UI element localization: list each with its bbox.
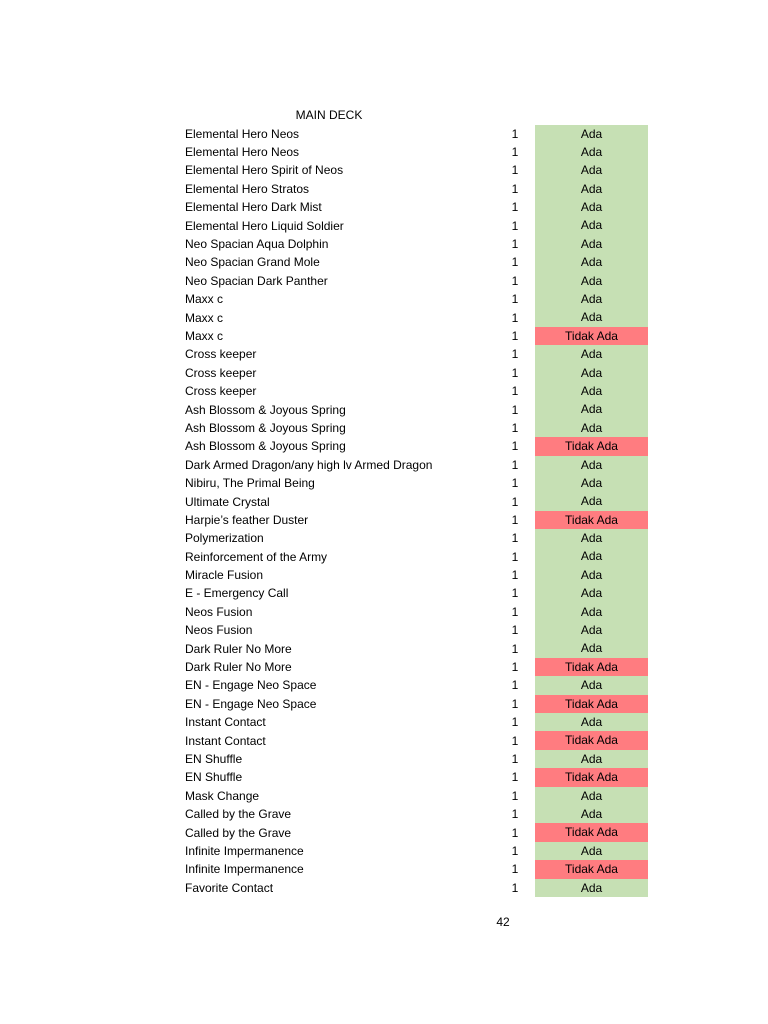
- table-row: [185, 584, 648, 602]
- card-quantity-cell: [485, 697, 535, 711]
- availability-status: Ada: [535, 345, 648, 363]
- availability-status: Ada: [535, 125, 648, 143]
- table-row: [185, 621, 648, 639]
- card-quantity: 1: [511, 347, 519, 362]
- card-quantity-cell: [485, 568, 535, 582]
- card-name: EN - Engage Neo Space: [185, 678, 317, 693]
- card-name: Maxx c: [185, 310, 224, 325]
- availability-status: Ada: [535, 676, 648, 694]
- card-quantity-cell: [485, 255, 535, 269]
- card-quantity: 1: [511, 586, 519, 601]
- card-quantity-cell: [485, 826, 535, 840]
- card-quantity: 1: [511, 273, 519, 288]
- card-quantity: 1: [511, 457, 519, 472]
- table-row: [185, 161, 648, 179]
- availability-status: Tidak Ada: [535, 823, 648, 841]
- availability-status: Ada: [535, 842, 648, 860]
- availability-status: Ada: [535, 382, 648, 400]
- card-quantity-cell: [485, 642, 535, 656]
- availability-status: Tidak Ada: [535, 860, 648, 878]
- table-row: [185, 676, 648, 694]
- availability-status: Tidak Ada: [535, 437, 648, 455]
- card-quantity-cell: [485, 292, 535, 306]
- table-row: [185, 419, 648, 437]
- card-quantity-cell: [485, 237, 535, 251]
- card-quantity: 1: [511, 237, 519, 252]
- card-quantity: 1: [511, 751, 519, 766]
- table-row: [185, 492, 648, 510]
- availability-status: Ada: [535, 272, 648, 290]
- card-name: E - Emergency Call: [185, 586, 289, 601]
- card-quantity: 1: [511, 641, 519, 656]
- card-quantity: 1: [511, 402, 519, 417]
- card-quantity: 1: [511, 715, 519, 730]
- card-quantity-cell: [485, 586, 535, 600]
- table-row: [185, 658, 648, 676]
- card-quantity-cell: [485, 807, 535, 821]
- availability-status: Tidak Ada: [535, 731, 648, 749]
- card-name: Harpie’s feather Duster: [185, 512, 309, 527]
- availability-status: Ada: [535, 235, 648, 253]
- card-quantity-cell: [485, 329, 535, 343]
- card-quantity-cell: [485, 881, 535, 895]
- card-quantity: 1: [511, 200, 519, 215]
- availability-status: Tidak Ada: [535, 658, 648, 676]
- card-name: Dark Ruler No More: [185, 660, 292, 675]
- card-name: Instant Contact: [185, 715, 266, 730]
- card-quantity-cell: [485, 458, 535, 472]
- availability-status: Ada: [535, 787, 648, 805]
- availability-status: Ada: [535, 584, 648, 602]
- card-name: Cross keeper: [185, 347, 257, 362]
- card-name: Dark Armed Dragon/any high lv Armed Dragon: [185, 457, 433, 472]
- table-row: [185, 547, 648, 565]
- card-quantity-cell: [485, 476, 535, 490]
- table-row: [185, 198, 648, 216]
- card-quantity-cell: [485, 347, 535, 361]
- card-name: Elemental Hero Spirit of Neos: [185, 163, 344, 178]
- table-row: [185, 290, 648, 308]
- card-quantity: 1: [511, 328, 519, 343]
- card-quantity: 1: [511, 439, 519, 454]
- availability-status: Ada: [535, 143, 648, 161]
- availability-status: Ada: [535, 290, 648, 308]
- availability-status: Tidak Ada: [535, 511, 648, 529]
- table-row: [185, 308, 648, 326]
- card-name: Maxx c: [185, 328, 224, 343]
- table-row: [185, 511, 648, 529]
- card-quantity-cell: [485, 531, 535, 545]
- card-name: Elemental Hero Neos: [185, 145, 300, 160]
- card-quantity-cell: [485, 439, 535, 453]
- card-quantity-cell: [485, 678, 535, 692]
- card-name: Neos Fusion: [185, 623, 253, 638]
- table-row: [185, 713, 648, 731]
- card-name: Ultimate Crystal: [185, 494, 270, 509]
- deck-title: MAIN DECK: [295, 108, 363, 122]
- card-quantity: 1: [511, 255, 519, 270]
- card-name: EN Shuffle: [185, 751, 243, 766]
- table-row: [185, 327, 648, 345]
- card-quantity-cell: [485, 311, 535, 325]
- availability-status: Ada: [535, 400, 648, 418]
- table-row: [185, 750, 648, 768]
- deck-table: [185, 125, 648, 897]
- table-row: [185, 823, 648, 841]
- card-quantity: 1: [511, 549, 519, 564]
- availability-status: Ada: [535, 161, 648, 179]
- table-row: [185, 253, 648, 271]
- availability-status: Tidak Ada: [535, 327, 648, 345]
- table-row: [185, 345, 648, 363]
- card-quantity-cell: [485, 605, 535, 619]
- card-name: Neos Fusion: [185, 604, 253, 619]
- card-name: Called by the Grave: [185, 807, 292, 822]
- card-quantity: 1: [511, 807, 519, 822]
- availability-status: Ada: [535, 253, 648, 271]
- card-quantity-cell: [485, 770, 535, 784]
- card-quantity: 1: [511, 696, 519, 711]
- card-quantity: 1: [511, 568, 519, 583]
- card-quantity-cell: [485, 734, 535, 748]
- card-quantity-cell: [485, 403, 535, 417]
- card-quantity-cell: [485, 163, 535, 177]
- card-quantity: 1: [511, 163, 519, 178]
- table-row: [185, 842, 648, 860]
- card-quantity-cell: [485, 182, 535, 196]
- availability-status: Ada: [535, 180, 648, 198]
- availability-status: Ada: [535, 492, 648, 510]
- availability-status: Ada: [535, 639, 648, 657]
- availability-status: Ada: [535, 308, 648, 326]
- card-quantity: 1: [511, 292, 519, 307]
- table-row: [185, 125, 648, 143]
- table-row: [185, 235, 648, 253]
- card-name: Polymerization: [185, 531, 264, 546]
- card-quantity: 1: [511, 476, 519, 491]
- card-name: Instant Contact: [185, 733, 266, 748]
- availability-status: Tidak Ada: [535, 768, 648, 786]
- card-name: Reinforcement of the Army: [185, 549, 328, 564]
- table-row: [185, 474, 648, 492]
- card-quantity-cell: [485, 219, 535, 233]
- card-quantity: 1: [511, 770, 519, 785]
- availability-status: Tidak Ada: [535, 695, 648, 713]
- card-name: Ash Blossom & Joyous Spring: [185, 439, 346, 454]
- table-row: [185, 787, 648, 805]
- card-quantity: 1: [511, 788, 519, 803]
- availability-status: Ada: [535, 547, 648, 565]
- availability-status: Ada: [535, 750, 648, 768]
- card-name: Dark Ruler No More: [185, 641, 292, 656]
- table-row: [185, 805, 648, 823]
- availability-status: Ada: [535, 216, 648, 234]
- card-name: Cross keeper: [185, 384, 257, 399]
- card-quantity-cell: [485, 274, 535, 288]
- table-row: [185, 768, 648, 786]
- card-name: Mask Change: [185, 788, 260, 803]
- card-name: Neo Spacian Aqua Dolphin: [185, 237, 329, 252]
- card-quantity: 1: [511, 218, 519, 233]
- availability-status: Ada: [535, 879, 648, 897]
- table-row: [185, 566, 648, 584]
- card-quantity-cell: [485, 495, 535, 509]
- availability-status: Ada: [535, 198, 648, 216]
- card-quantity: 1: [511, 678, 519, 693]
- card-name: Infinite Impermanence: [185, 862, 304, 877]
- table-row: [185, 456, 648, 474]
- card-name: Called by the Grave: [185, 825, 292, 840]
- card-quantity-cell: [485, 384, 535, 398]
- card-name: Infinite Impermanence: [185, 843, 304, 858]
- card-quantity-cell: [485, 127, 535, 141]
- card-quantity: 1: [511, 365, 519, 380]
- card-quantity-cell: [485, 623, 535, 637]
- card-quantity: 1: [511, 384, 519, 399]
- table-row: [185, 879, 648, 897]
- table-row: [185, 437, 648, 455]
- table-row: [185, 272, 648, 290]
- card-name: Nibiru, The Primal Being: [185, 476, 315, 491]
- card-quantity-cell: [485, 660, 535, 674]
- table-row: [185, 529, 648, 547]
- table-row: [185, 603, 648, 621]
- card-quantity-cell: [485, 752, 535, 766]
- table-row: [185, 216, 648, 234]
- table-row: [185, 860, 648, 878]
- table-row: [185, 400, 648, 418]
- card-name: Elemental Hero Stratos: [185, 181, 310, 196]
- availability-status: Ada: [535, 456, 648, 474]
- card-quantity-cell: [485, 513, 535, 527]
- card-name: Elemental Hero Neos: [185, 126, 300, 141]
- card-quantity: 1: [511, 660, 519, 675]
- card-quantity: 1: [511, 843, 519, 858]
- card-quantity: 1: [511, 623, 519, 638]
- card-name: Neo Spacian Dark Panther: [185, 273, 328, 288]
- card-quantity: 1: [511, 494, 519, 509]
- card-quantity: 1: [511, 181, 519, 196]
- card-quantity-cell: [485, 844, 535, 858]
- card-quantity-cell: [485, 715, 535, 729]
- availability-status: Ada: [535, 621, 648, 639]
- card-quantity: 1: [511, 733, 519, 748]
- card-name: Elemental Hero Dark Mist: [185, 200, 322, 215]
- card-name: EN Shuffle: [185, 770, 243, 785]
- table-row: [185, 180, 648, 198]
- card-quantity: 1: [511, 126, 519, 141]
- card-name: Cross keeper: [185, 365, 257, 380]
- availability-status: Ada: [535, 474, 648, 492]
- availability-status: Ada: [535, 364, 648, 382]
- card-quantity: 1: [511, 145, 519, 160]
- availability-status: Ada: [535, 713, 648, 731]
- table-row: [185, 382, 648, 400]
- card-name: Ash Blossom & Joyous Spring: [185, 420, 346, 435]
- card-name: Elemental Hero Liquid Soldier: [185, 218, 344, 233]
- availability-status: Ada: [535, 566, 648, 584]
- card-name: Maxx c: [185, 292, 224, 307]
- card-quantity-cell: [485, 200, 535, 214]
- availability-status: Ada: [535, 603, 648, 621]
- card-quantity: 1: [511, 531, 519, 546]
- card-quantity-cell: [485, 366, 535, 380]
- card-quantity: 1: [511, 604, 519, 619]
- card-quantity: 1: [511, 825, 519, 840]
- card-quantity: 1: [511, 310, 519, 325]
- table-row: [185, 731, 648, 749]
- card-quantity-cell: [485, 862, 535, 876]
- card-quantity: 1: [511, 862, 519, 877]
- table-row: [185, 143, 648, 161]
- card-quantity: 1: [511, 420, 519, 435]
- card-name: Ash Blossom & Joyous Spring: [185, 402, 346, 417]
- page-number: 42: [496, 915, 510, 929]
- card-quantity-cell: [485, 550, 535, 564]
- card-quantity-cell: [485, 145, 535, 159]
- card-name: EN - Engage Neo Space: [185, 696, 317, 711]
- availability-status: Ada: [535, 529, 648, 547]
- card-name: Neo Spacian Grand Mole: [185, 255, 320, 270]
- card-quantity: 1: [511, 512, 519, 527]
- table-row: [185, 364, 648, 382]
- card-quantity-cell: [485, 789, 535, 803]
- availability-status: Ada: [535, 419, 648, 437]
- card-name: Miracle Fusion: [185, 568, 264, 583]
- card-quantity: 1: [511, 880, 519, 895]
- card-quantity-cell: [485, 421, 535, 435]
- availability-status: Ada: [535, 805, 648, 823]
- table-row: [185, 695, 648, 713]
- card-name: Favorite Contact: [185, 880, 274, 895]
- table-row: [185, 639, 648, 657]
